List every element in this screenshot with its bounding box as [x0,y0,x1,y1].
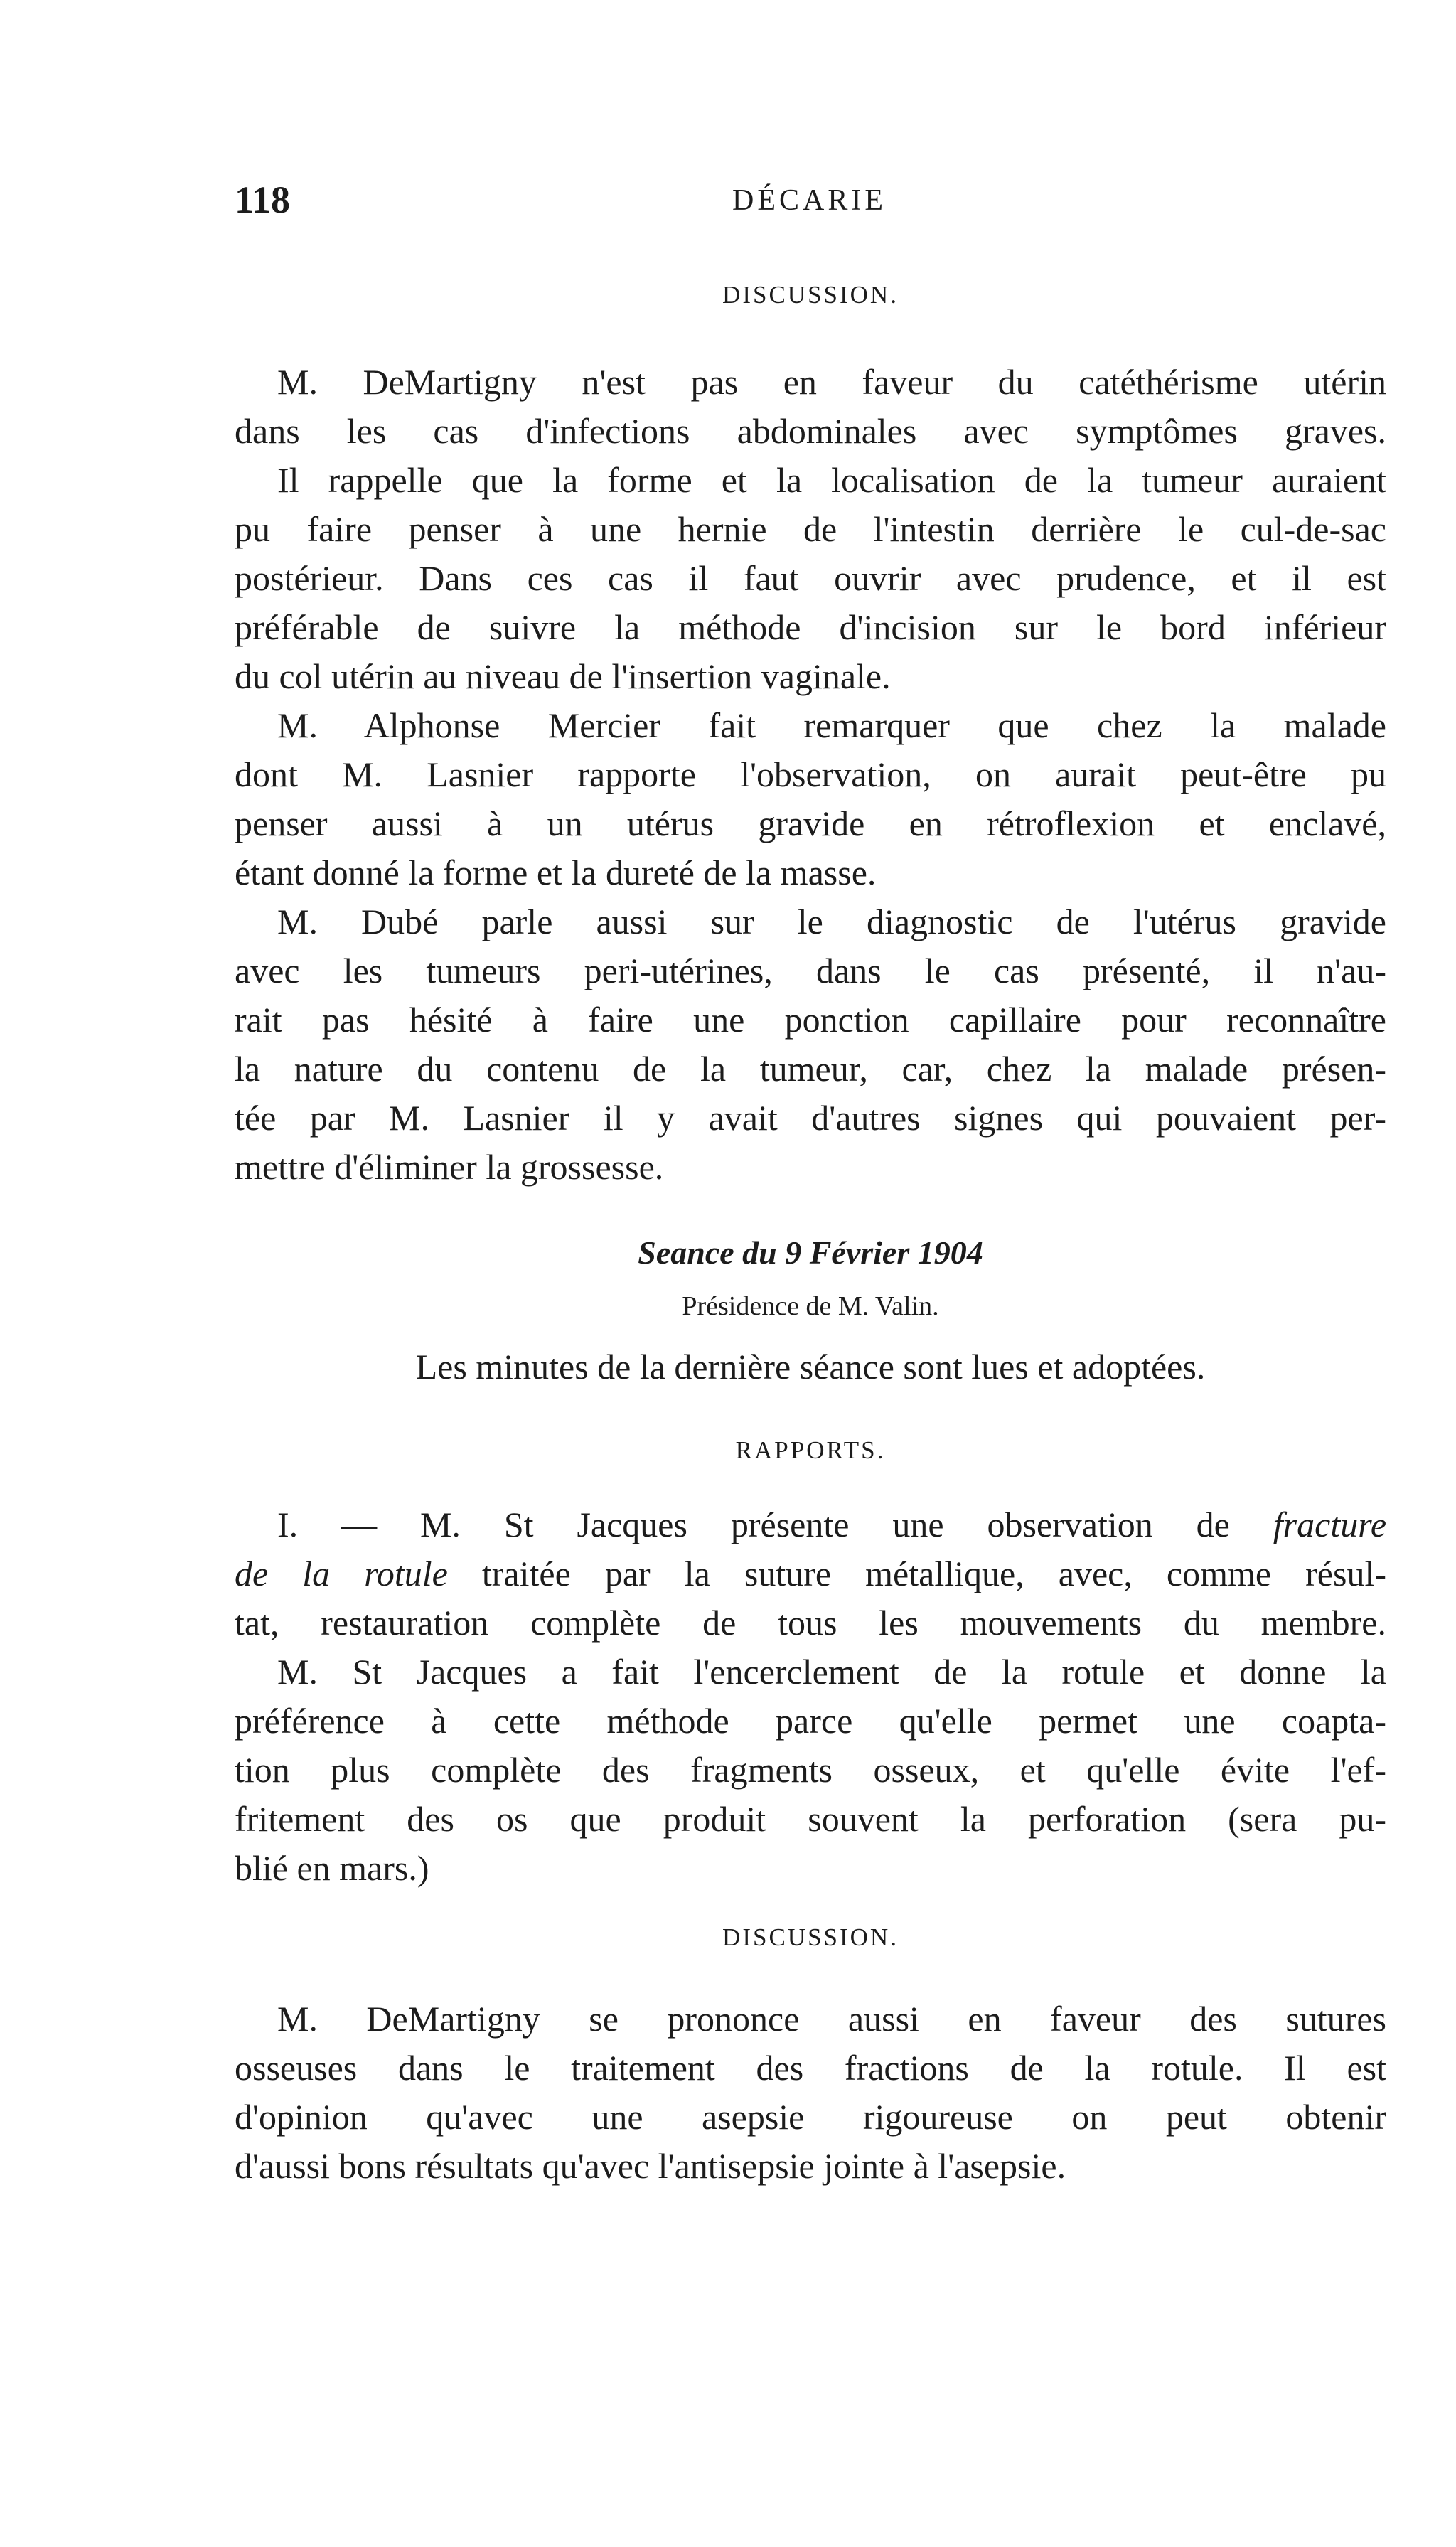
discussion-heading-2: DISCUSSION. [722,1923,899,1951]
text-line: blié en mars.) [235,1848,429,1888]
text-line: M. DeMartigny n'est pas en faveur du catéthérisme utérin [277,362,1386,402]
running-title: DÉCARIE [732,184,887,217]
text-line: étant donné la forme et la dureté de la masse. [235,853,877,892]
minutes-line: Les minutes de la dernière séance sont lues et adoptées. [415,1347,1206,1387]
text-line: mettre d'éliminer la grossesse. [235,1147,664,1187]
text-line: M. Alphonse Mercier fait remarquer que chez la malade [277,705,1386,745]
page-number: 118 [235,178,291,221]
text-line: d'opinion qu'avec une asepsie rigoureuse on peut obtenir [235,2097,1386,2137]
text-line: M. Dubé parle aussi sur le diagnostic de l'utérus gravide [277,902,1386,941]
session-title: Seance du 9 Février 1904 [638,1234,983,1271]
text-line: postérieur. Dans ces cas il faut ouvrir avec prudence, et il est [235,558,1386,598]
text-line: fritement des os que produit souvent la perforation (sera pu- [235,1799,1386,1839]
rapport-line-2-italic: de la rotule [235,1554,448,1593]
text-line: la nature du contenu de la tumeur, car, chez la malade présen- [235,1049,1386,1089]
text-line: tion plus complète des fragments osseux, et qu'elle évite l'ef- [235,1750,1386,1790]
presidence-line: Présidence de M. Valin. [682,1291,939,1321]
text-line: rait pas hésité à faire une ponction capillaire pour reconnaître [235,1000,1386,1040]
rapports-heading: RAPPORTS. [735,1436,886,1464]
text-line: préférable de suivre la méthode d'incision sur le bord inférieur [235,607,1386,647]
text-line: d'aussi bons résultats qu'avec l'antisepsie jointe à l'asepsie. [235,2146,1066,2186]
rapport-line-1-prefix: I. — M. St Jacques présente une observation de [277,1505,1230,1544]
text-line: préférence à cette méthode parce qu'elle permet une coapta- [235,1701,1386,1741]
rapport-line-2-rest: traitée par la suture métallique, avec, comme résul- [481,1554,1386,1593]
text-line: dont M. Lasnier rapporte l'observation, on aurait peut-être pu [235,754,1386,794]
text-line: dans les cas d'infections abdominales avec symptômes graves. [235,411,1386,451]
text-line: tat, restauration complète de tous les mouvements du membre. [235,1603,1386,1643]
discussion-1-text [235,358,1386,1192]
minutes-block [235,1342,1386,1392]
text-line: avec les tumeurs peri-utérines, dans le cas présenté, il n'au- [235,951,1386,990]
discussion-heading-1: DISCUSSION. [722,281,899,309]
discussion-2-text [235,1995,1386,2191]
rapports-text [235,1500,1386,1893]
text-line: M. St Jacques a fait l'encerclement de la rotule et donne la [277,1652,1386,1692]
text-line [235,1549,1386,1598]
text-line [235,1500,1386,1549]
text-line: tée par M. Lasnier il y avait d'autres signes qui pouvaient per- [235,1098,1386,1138]
text-line: du col utérin au niveau de l'insertion vaginale. [235,656,891,696]
text-line: pu faire penser à une hernie de l'intestin derrière le cul-de-sac [235,509,1386,549]
text-line: M. DeMartigny se prononce aussi en faveur des sutures [277,1999,1386,2039]
text-line: Il rappelle que la forme et la localisation de la tumeur auraient [277,460,1386,500]
running-head [235,178,1386,228]
text-line: osseuses dans le traitement des fractions de la rotule. Il est [235,2048,1386,2088]
rapport-line-1-italic: fracture [1273,1505,1387,1544]
text-line: penser aussi à un utérus gravide en rétroflexion et enclavé, [235,803,1386,843]
